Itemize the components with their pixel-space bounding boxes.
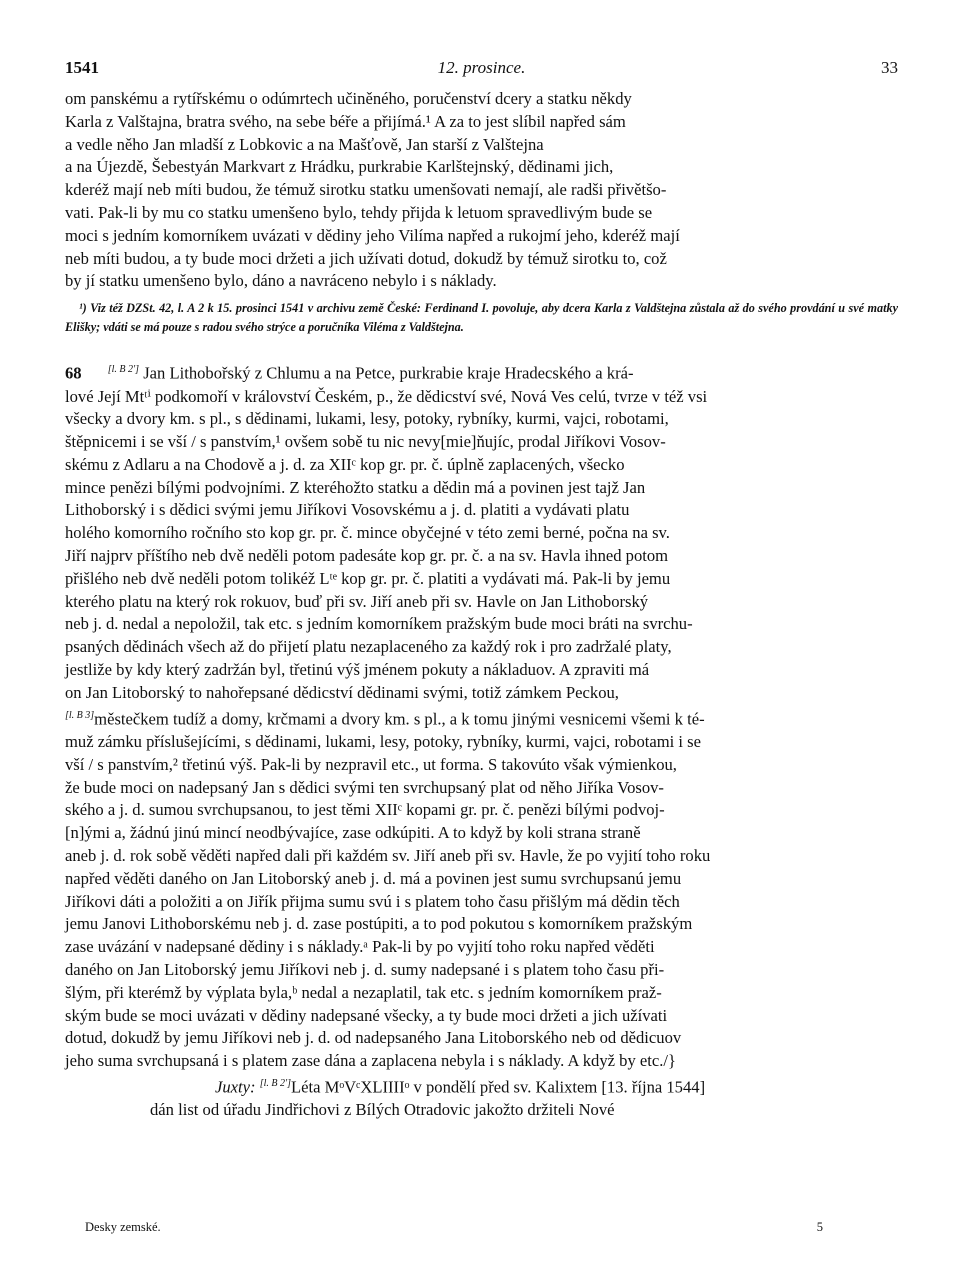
text-line: jemu Janovi Lithoborskému neb j. d. zase postúpiti, a to pod pokutou s komorníkem pražským bbox=[65, 914, 693, 934]
text-line bbox=[65, 705, 898, 731]
text-line: aneb j. d. rok sobě věděti napřed dali při každém sv. Jiří aneb při sv. Havle, že po vyjití toho roku bbox=[65, 845, 711, 865]
text-line-content: Jan Lithobořský z Chlumu a na Petce, purkrabie kraje Hradecského a krá- bbox=[143, 363, 634, 383]
text-line: jeho suma svrchupsaná i s platem zase dána a zaplacena nebyla i s náklady. A když by etc./} bbox=[65, 1051, 676, 1071]
text-line: om panskému a rytířskému o odúmrtech učiněného, poručenství dcery a statku někdy bbox=[65, 89, 632, 108]
text-line: a vedle něho Jan mladší z Lobkovic a na Mašťově, Jan starší z Valštejna bbox=[65, 134, 544, 154]
text-line: muž zámku příslušejícími, s dědinami, lukami, lesy, potoky, rybníky, kurmi, vajci, robotami i se bbox=[65, 731, 701, 751]
folio-marker: [l. B 2'] bbox=[259, 1077, 291, 1089]
text-line: kderéž mají neb míti budou, že témuž sirotku statku umenšovati nemají, ale radši přivětšo- bbox=[65, 180, 667, 200]
juxty-line bbox=[65, 1073, 898, 1099]
juxty-label: Juxty: bbox=[215, 1077, 256, 1097]
entry-number: 68 bbox=[65, 363, 82, 383]
text-line: Jiří najprv příštího neb dvě neděli potom padesáte kop gr. pr. č. a na sv. Havla ihned potom bbox=[65, 546, 669, 566]
text-line: by jí statku umenšeno bylo, dáno a navráceno nebylo i s náklady. bbox=[65, 271, 497, 291]
text-line: že bude moci on nadepsaný Jan s dědici svými ten svrchupsaný plat od něho Jiříka Vosov- bbox=[65, 777, 664, 797]
folio-marker: [l. B 2'] bbox=[107, 364, 140, 376]
closing-line: dán list od úřadu Jindřichovi z Bílých Otradovic jakožto držiteli Nové bbox=[150, 1100, 615, 1120]
text-line: neb míti budou, a ty bude moci držeti a jich užívati dotud, dokudž by témuž sirotku to, což bbox=[65, 248, 667, 268]
text-line: Karla z Valštajna, bratra svého, na sebe béře a přijímá.¹ A za to jest slíbil napřed sám bbox=[65, 111, 626, 131]
text-line: holého komorního ročního sto kop gr. pr. č. mince obyčejné v této zemi berné, počna na sv. bbox=[65, 523, 670, 543]
text-line: lové Její Mtᵗⁱ podkomoří v království Českém, p., že dědicství své, Nová Ves celú, tvrze v též vsi bbox=[65, 386, 708, 406]
text-line: skému z Adlaru a na Chodově a j. d. za XIIᶜ kop gr. pr. č. úplně zaplacených, všecko bbox=[65, 454, 625, 474]
text-line: [n]ými a, žádnú jinú mincí neodbývajíce, zase odkúpiti. A to když by koli strana straně bbox=[65, 823, 641, 843]
text-line: napřed věděti daného on Jan Litoborský aneb j. d. má a povinen jest sumu svrchupsanú jemu bbox=[65, 868, 682, 888]
text-line: moci s jedním komorníkem uvázati v dědiny jeho Vilíma napřed a rukojmí jeho, kderéž mají bbox=[65, 225, 680, 245]
text-line: kterého platu na který rok rokuov, buď při sv. Jiří aneb při sv. Havle on Jan Lithoborský bbox=[65, 591, 649, 611]
text-line: šlým, při kterémž by výplata byla,ᵇ nedal a nezaplatil, tak etc. s jedním komorníkem praž- bbox=[65, 982, 662, 1002]
text-line: ským bude se moci uvázati v dědiny nadepsané všecky, a ty bude moci držeti a jich užívati bbox=[65, 1005, 668, 1025]
entry-68 bbox=[65, 359, 898, 1073]
text-line: Jiříkovi dáti a položiti a on Jiřík přijma sumu svú i s platem toho času přišlým má dědin těch bbox=[65, 891, 680, 911]
header-year: 1541 bbox=[65, 58, 99, 77]
text-line: všecky a dvory km. s pl., s dědinami, lukami, lesy, potoky, rybníky, kurmi, vajci, robotami, bbox=[65, 409, 669, 429]
text-line: dotud, dokudž by jemu Jiříkovi neb j. d. od nadepsaného Jana Litoborského neb od dědicuov bbox=[65, 1028, 682, 1048]
footnote: ¹) Viz též DZSt. 42, l. A 2 k 15. prosinci 1541 v archivu země České: Ferdinand I. povoluje, aby dcera Karla z Valdštejna zůstala až do svého provdání u své matky Elišky; vdáti se má pouze s radou svého strýce a poručníka Viléma z Valdštejna. bbox=[65, 301, 898, 335]
folio-marker: [l. B 3] bbox=[65, 709, 95, 721]
text-line: a na Újezdě, Šebestyán Markvart z Hrádku, purkrabie Karlštejnský, dědinami jich, bbox=[65, 157, 614, 177]
text-line: neb j. d. nedal a nepoložil, tak etc. s jedním komorníkem pražským bude moci bráti na svrchu- bbox=[65, 614, 693, 634]
footer-signature: Desky zemské. bbox=[85, 1220, 161, 1234]
text-line: ského a j. d. sumou svrchupsanou, to jest těmi XIIᶜ kopami gr. pr. č. penězi bílými podvoj- bbox=[65, 800, 665, 820]
text-line: mince penězi bílými podvojními. Z kteréhožto statku a dědin má a povinen jest tajž Jan bbox=[65, 477, 646, 497]
text-line: on Jan Litoborský to nahořepsané dědicství dědinami svými, totiž zámkem Peckou, bbox=[65, 682, 619, 702]
running-header bbox=[65, 58, 898, 88]
text-line: zase uvázání v nadepsané dědiny i s náklady.ᵃ Pak-li by po vyjití toho roku napřed věděti bbox=[65, 937, 655, 957]
header-date: 12. prosince. bbox=[437, 58, 526, 77]
text-line: vší / s panstvím,² třetinú výš. Pak-li by nezpravil etc., ut forma. S takovúto však výmienkou, bbox=[65, 754, 677, 774]
text-line-content: městečkem tudíž a domy, krčmami a dvory km. s pl., a k tomu jinými vesnicemi všemi k té- bbox=[94, 709, 705, 729]
text-line: vati. Pak-li by mu co statku umenšeno bylo, tehdy přijda k letuom spravedlivým bude se bbox=[65, 202, 653, 222]
text-line: daného on Jan Litoborský jemu Jiříkovi neb j. d. sumy nadepsané i s platem toho času při- bbox=[65, 959, 665, 979]
text-line: jestliže by kdy který zadržán byl, třetinú výš jménem pokuty a nákladuov. A zpraviti má bbox=[65, 660, 650, 680]
text-line: přišlého neb dvě neděli potom tolikéž Lᵗᵉ kop gr. pr. č. platiti a vydávati má. Pak-li by jemu bbox=[65, 568, 671, 588]
text-line: psaných dědinách všech až do přijetí platu nezaplaceného za každý rok i pro zadržalé platy, bbox=[65, 637, 672, 657]
entry-67-continuation bbox=[65, 88, 898, 293]
footer-sheet-number: 5 bbox=[816, 1220, 823, 1234]
text-line bbox=[65, 359, 898, 385]
text-line: Lithoborský i s dědici svými jemu Jiříkovi Vosovskému a j. d. platiti a vydávati platu bbox=[65, 500, 630, 520]
juxty-text: Léta MᵒVᶜXLIIIIᵒ v pondělí před sv. Kalixtem [13. října 1544] bbox=[291, 1077, 706, 1097]
document-page bbox=[65, 58, 898, 1122]
page-number: 33 bbox=[881, 58, 898, 77]
text-line: štěpnicemi i se vší / s panstvím,¹ ovšem sobě tu nic nevy[mie]ňujíc, prodal Jiříkovi Vosov- bbox=[65, 432, 666, 452]
